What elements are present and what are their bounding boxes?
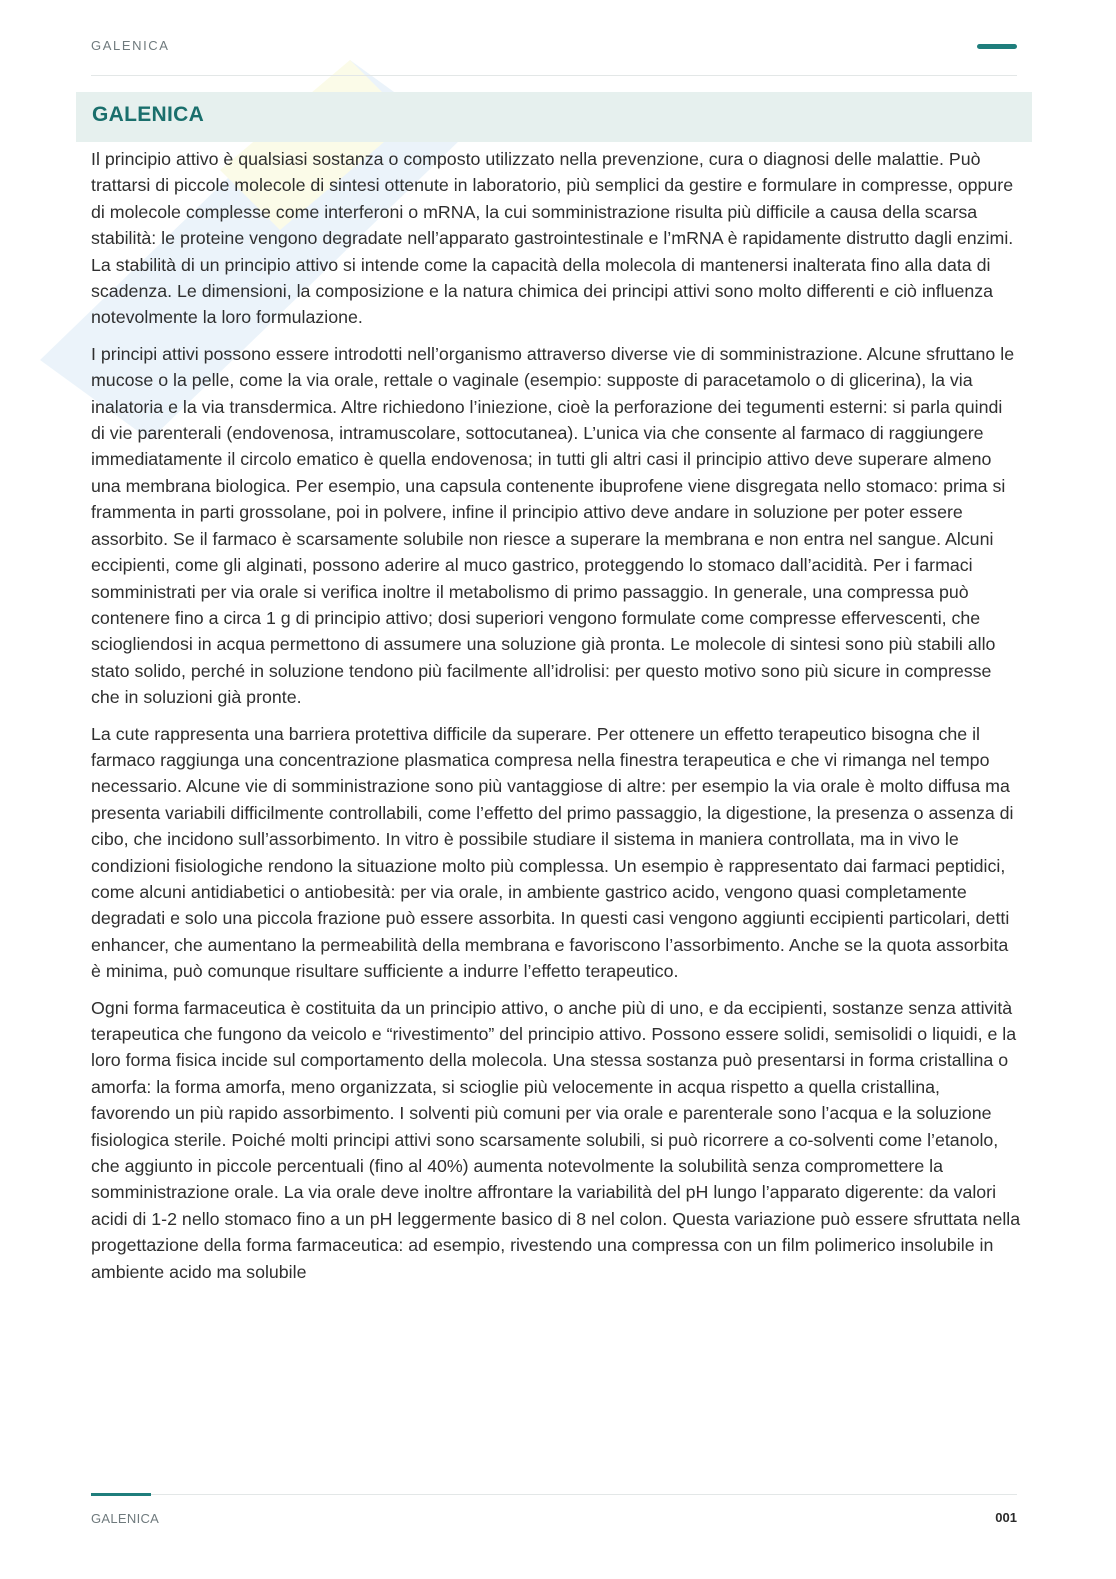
paragraph: I principi attivi possono essere introdotti nell’organismo attraverso diverse vie di somministrazione. Alcune sfruttano le mucose o la pelle, come la via orale, rettale o vaginale (esempio: supposte di paracetamolo o di glicerina), la via inalatoria e la via transdermica. Altre richiedono l’iniezione, cioè la perforazione dei tegumenti esterni: si parla quindi di vie parenterali (endovenosa, intramuscolare, sottocutanea). L’unica via che consente al farmaco di raggiungere immediatamente il circolo ematico è quella endovenosa; in tutti gli altri casi il principio attivo deve superare almeno una membrana biologica. Per esempio, una capsula contenente ibuprofene viene disgregata nello stomaco: prima si frammenta in parti grossolane, poi in polvere, infine il principio attivo deve andare in soluzione per poter essere assorbito. Se il farmaco è scarsamente solubile non riesce a superare la membrana e non entra nel sangue. Alcuni eccipienti, come gli alginati, possono aderire al muco gastrico, proteggendo lo stomaco dall’acidità. Per i farmaci somministrati per via orale si verifica inoltre il metabolismo di primo passaggio. In generale, una compressa può contenere fino a circa 1 g di principio attivo; dosi superiori vengono formulate come compresse effervescenti, che sciogliendosi in acqua permettono di assumere una soluzione già pronta. Le molecole di sintesi sono più stabili allo stato solido, perché in soluzione tendono più facilmente all’idrolisi: per questo motivo sono più sicure in compresse che in soluzioni già pronte. <box>91 343 1015 708</box>
paragraph: Il principio attivo è qualsiasi sostanza o composto utilizzato nella prevenzione, cura o diagnosi delle malattie. Può trattarsi di piccole molecole di sintesi ottenute in laboratorio, più semplici da gestire e formulare in compresse, oppure di molecole complesse come interferoni o mRNA, la cui somministrazione risulta più difficile a causa della scarsa stabilità: le proteine vengono degradate nell’apparato gastrointestinale e l’mRNA è rapidamente distrutto dagli enzimi. La stabilità di un principio attivo si intende come la capacità della molecola di mantenersi inalterata fino alla data di scadenza. Le dimensioni, la composizione e la natura chimica dei principi attivi sono molto differenti e ciò influenza notevolmente la loro formulazione. <box>91 149 1014 328</box>
section-heading-band <box>76 92 1032 142</box>
footer-accent-bar <box>91 1493 151 1496</box>
paragraph: La cute rappresenta una barriera protettiva difficile da superare. Per ottenere un effetto terapeutico bisogna che il farmaco raggiunga una concentrazione plasmatica compresa nella finestra terapeutica e che vi rimanga nel tempo necessario. Alcune vie di somministrazione sono più vantaggiose di altre: per esempio la via orale è molto diffusa ma presenta variabili difficilmente controllabili, come l’effetto del primo passaggio, la digestione, la presenza o assenza di cibo, che incidono sull’assorbimento. In vitro è possibile studiare il sistema in maniera controllata, ma in vivo le condizioni fisiologiche rendono la situazione molto più complessa. Un esempio è rappresentato dai farmaci peptidici, come alcuni antidiabetici o antiobesità: per via orale, in ambiente gastrico acido, vengono quasi completamente degradati e solo una piccola frazione può essere assorbita. In questi casi vengono aggiunti eccipienti particolari, detti enhancer, che aumentano la permeabilità della membrana e favoriscono l’assorbimento. Anche se la quota assorbita è minima, può comunque risultare sufficiente a indurre l’effetto terapeutico. <box>91 723 1014 982</box>
footer-label: GALENICA <box>91 1511 160 1526</box>
running-header: GALENICA <box>91 38 170 53</box>
section-title: GALENICA <box>92 103 205 126</box>
paragraph: Ogni forma farmaceutica è costituita da un principio attivo, o anche più di uno, e da eccipienti, sostanze senza attività terapeutica che fungono da veicolo e “rivestimento” del principio attivo. Possono essere solidi, semisolidi o liquidi, e la loro forma fisica incide sul comportamento della molecola. Una stessa sostanza può presentarsi in forma cristallina o amorfa: la forma amorfa, meno organizzata, si scioglie più velocemente in acqua rispetto a quella cristallina, favorendo un più rapido assorbimento. I solventi più comuni per via orale e parenterale sono l’acqua e la soluzione fisiologica sterile. Poiché molti principi attivi sono scarsamente solubili, si può ricorrere a co-solventi come l’etanolo, che aggiunto in piccole percentuali (fino al 40%) aumenta notevolmente la solubilità senza compromettere la somministrazione orale. La via orale deve inoltre affrontare la variabilità del pH lungo l’apparato digerente: da valori acidi di 1-2 nello stomaco fino a un pH leggermente basico di 8 nel colon. Questa variazione può essere sfruttata nella progettazione della forma farmaceutica: ad esempio, rivestendo una compressa con un film polimerico insolubile in ambiente acido ma solubile <box>91 997 1021 1282</box>
header-divider <box>91 75 1017 76</box>
header-accent-bar <box>977 44 1017 49</box>
page-number: 001 <box>995 1510 1017 1525</box>
body-text <box>91 146 1021 1295</box>
footer-divider <box>151 1494 1017 1495</box>
